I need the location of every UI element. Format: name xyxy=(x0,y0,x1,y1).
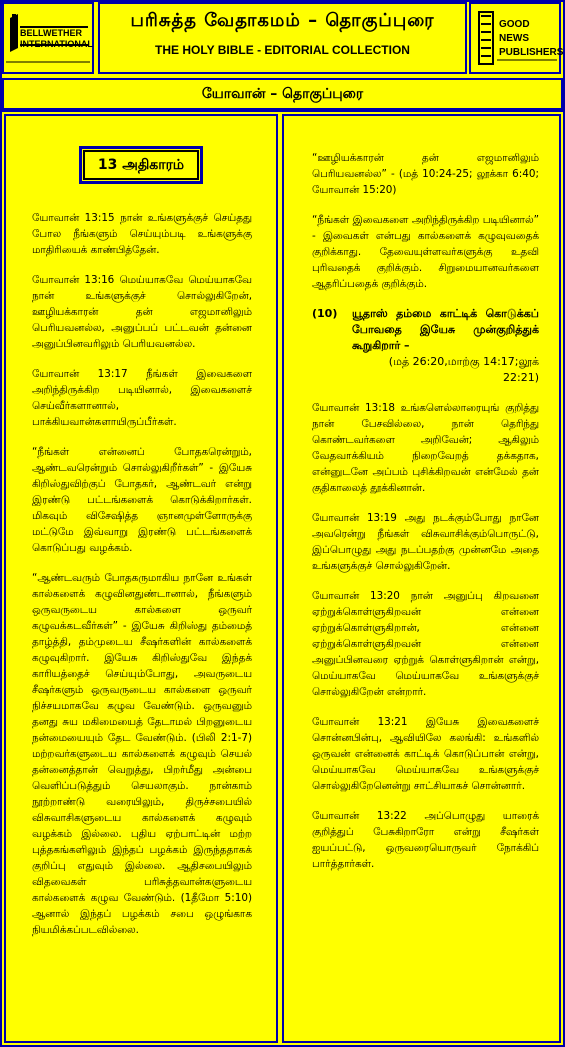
paragraph: “ஆண்டவரும் போதகருமாகிய நானே உங்கள் கால்களைக் கழுவினதுண்டானால், நீங்களும் ஒருவருடைய கால்களை ஒருவர் கழுவக்கடவீர்கள்” - இயேசு கிறிஸ்து தம்மைத் தாழ்த்தி, தம்முடைய சீஷர்களின் கால்களைக் கழுவுகிறார். இயேசு கிறிஸ்துவே இந்தக் காரியத்தைச் செய்யும்போது, அவருடைய சீஷர்களும் ஒருவருடைய கால்களை ஒருவர் நிச்சயமாகவே கழுவ வேண்டும். ஒருவனும் தனது சுய மகிமையைத் தேடாமல் பிறனுடைய நன்மையையும் தேட வேண்டும். (பிலி 2:1-7) மற்றவர்களுடைய கால்களைக் கழுவும் செயல் தன்னைத்தான் வெறுத்து, பிறர்மீது அன்பை வெளிப்படுத்தும் செயலாகும். நான்காம் நூற்றாண்டு வரையிலும், திருச்சபையில் விசுவாசிகளுடைய கால்களைக் கழுவும் வழக்கம் இல்லை. புதிய ஏற்பாட்டின் மற்ற புத்தகங்களிலும் இந்தப் பழக்கம் இருந்ததாகக் குறிப்பு எதுவும் இல்லை. ஆதிசபையிலும் விதவைகள் பரிசுத்தவான்களுடைய கால்களைக் கழுவ வேண்டும். (1தீமோ 5:10) ஆனால் இந்தப் பழக்கம் சபை ஒழுங்காக நியமிக்கப்படவில்லை. xyxy=(32,572,252,936)
title-box xyxy=(98,2,467,74)
section-reference: (மத் 26:20,மாற்கு 14:17;லூக் 22:21) xyxy=(388,355,539,384)
right-column xyxy=(282,114,561,1043)
paragraph: யோவான் 13:19 அது நடக்கும்போது நானே அவரென்று நீங்கள் விசுவாசிக்கும்பொருட்டு, இப்பொழுது அது நடப்பதற்கு முன்னமே அதை உங்களுக்குச் சொல்லுகிறேன். xyxy=(312,512,539,572)
paragraph: யோவான் 13:20 நான் அனுப்பு கிறவனை ஏற்றுக்கொள்ளுகிறவன் என்னை ஏற்றுக்கொள்ளுகிறான், என்னை ஏற்றுக்கொள்ளுகிறவன் என்னை அனுப்பினவரை ஏற்றுக் கொள்ளுகிறான் என்று, மெய்யாகவே மெய்யாகவே உங்களுக்குச் சொல்லுகிறேன் என்றார். xyxy=(312,590,539,698)
paragraph: “நீங்கள் என்னைப் போதகரென்றும், ஆண்டவரென்றும் சொல்லுகிறீர்கள்” - இயேசு கிறிஸ்துவிற்குப் போதகர், ஆண்டவர் என்று இரண்டு பட்டங்களைக் கொடுக்கிறார்கள். மிகவும் விசேஷித்த ஞானமுள்ளோருக்கு மட்டுமே இவ்வாறு இரண்டு பட்டங்களைக் கொடுப்பது வழக்கம். xyxy=(32,446,252,554)
goodnews-logo xyxy=(469,2,564,74)
section-title-text xyxy=(352,306,539,386)
bellwether-logo xyxy=(2,2,94,74)
chapter-heading: 13 அதிகாரம் xyxy=(79,146,203,184)
paragraph: “ஊழியக்காரன் தன் எஜமானிலும் பெரியவனல்ல” - (மத் 10:24-25; லூக்கா 6:40; யோவான் 15:20) xyxy=(312,152,539,196)
section-heading xyxy=(312,306,539,386)
title-english: THE HOLY BIBLE - EDITORIAL COLLECTION xyxy=(155,43,410,57)
logo-left-text: BELLWETHER INTERNATIONAL xyxy=(20,28,93,49)
paragraph: யோவான் 13:22 அப்பொழுது யாரைக் குறித்துப் பேசுகிறாரோ என்று சீஷர்கள் ஐயப்பட்டு, ஒருவரையொருவர் நோக்கிப் பார்த்தார்கள். xyxy=(312,810,539,870)
paragraph: யோவான் 13:18 உங்களெல்லாரையுங் குறித்து நான் பேசவில்லை, நான் தெரிந்து கொண்டவர்களை அறிவேன்; ஆகிலும் வேதவாக்கியம் நிறைவேறத் தக்கதாக, என்னுடனே அப்பம் புசிக்கிறவன் என்மேல் தன் குதிகாலைத் தூக்கினான். xyxy=(312,402,539,494)
section-number: (10) xyxy=(312,307,338,320)
paragraph: யோவான் 13:16 மெய்யாகவே மெய்யாகவே நான் உங்களுக்குச் சொல்லுகிறேன், ஊழியக்காரன் தன் எஜமானிலும் பெரியவனல்ல, அனுப்பப் பட்டவன் தன்னை அனுப்பினவரிலும் பெரியவனல்ல. xyxy=(32,274,252,350)
paragraph: யோவான் 13:17 நீங்கள் இவைகளை அறிந்திருக்கிற படியினால், இவைகளைச் செய்வீர்களானால், பாக்கியவான்களாயிருப்பீர்கள். xyxy=(32,368,252,428)
section-title: யோவான் – தொகுப்புரை xyxy=(2,78,563,110)
paragraph: “நீங்கள் இவைகளை அறிந்திருக்கிற படியினால்” - இவைகள் என்பது கால்களைக் கழுவுவதைக் குறிக்காது. தேவையுள்ளவர்களுக்கு உதவி புரிவதைக் குறிக்கும். சிறுமையானவர்களை ஆதரிப்பதைக் குறிக்கும். xyxy=(312,214,539,290)
logo-right-text: GOOD NEWS PUBLISHERS xyxy=(499,19,564,58)
paragraph: யோவான் 13:15 நான் உங்களுக்குச் செய்தது போல நீங்களும் செய்யும்படி உங்களுக்கு மாதிரியைக் காண்பித்தேன். xyxy=(32,212,252,256)
left-column xyxy=(4,114,278,1043)
header xyxy=(2,2,563,76)
divider xyxy=(2,110,563,112)
section-heading-text: யூதாஸ் தம்மை காட்டிக் கொடுக்கப் போவதை இயேசு முன்குறித்துக் கூறுகிறார் – xyxy=(352,307,539,352)
paragraph: யோவான் 13:21 இயேசு இவைகளைச் சொன்னபின்பு, ஆவியிலே கலங்கி: உங்களில் ஒருவன் என்னைக் காட்டிக் கொடுப்பான் என்று, மெய்யாகவே மெய்யாகவே உங்களுக்குச் சொல்லுகிறேனென்று சாட்சியாகச் சொன்னார். xyxy=(312,716,539,792)
title-tamil: பரிசுத்த வேதாகமம் – தொகுப்புரை xyxy=(130,10,435,31)
